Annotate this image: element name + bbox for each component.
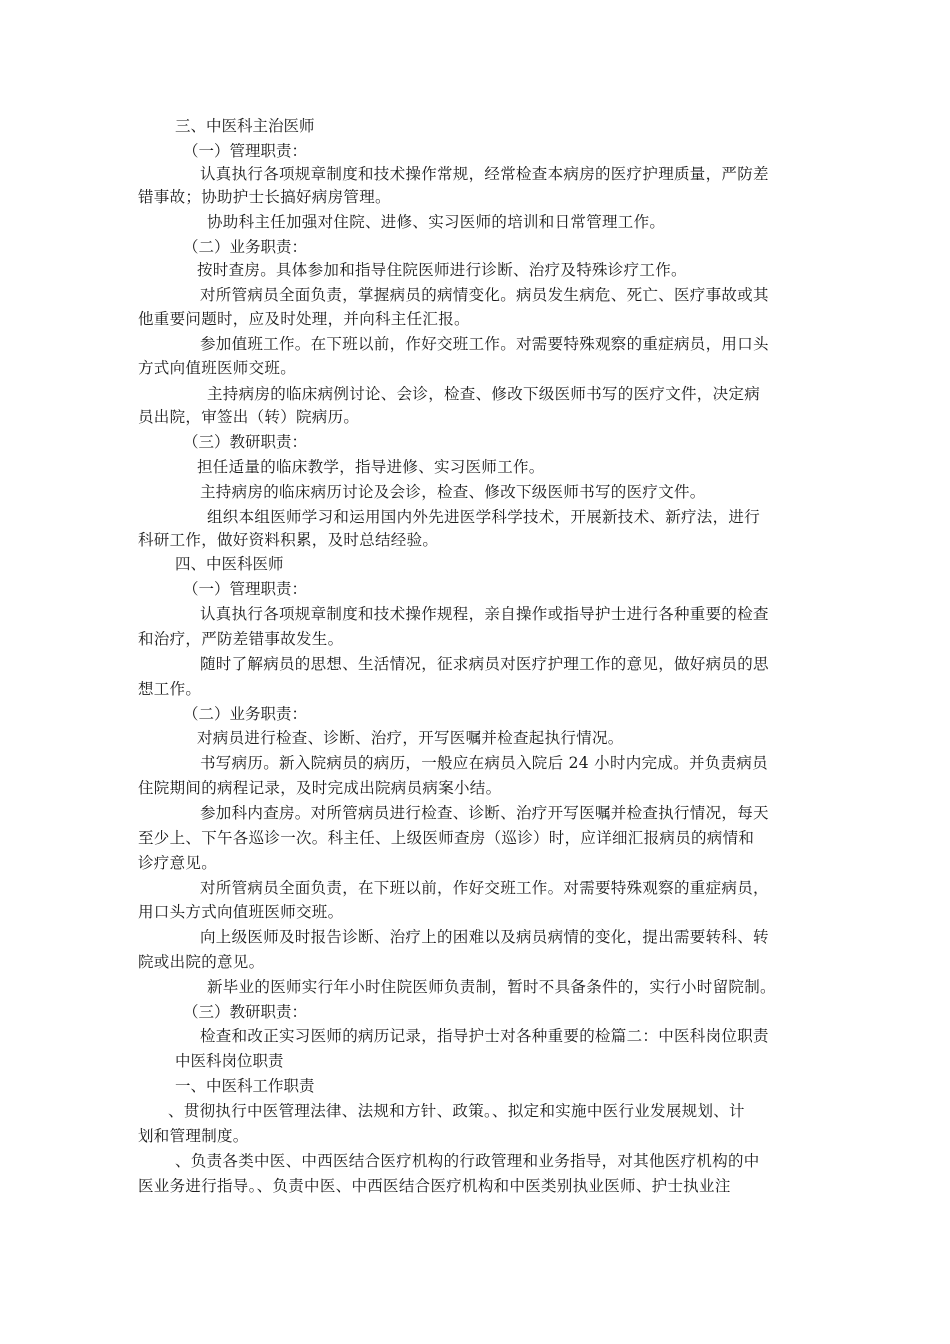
paragraph-line: 书写病历。新入院病员的病历，一般应在病员入院后 24 小时内完成。并负责病员 <box>200 754 768 772</box>
subsection-heading: （一）管理职责： <box>183 580 308 598</box>
paragraph-line: 担任适量的临床教学，指导进修、实习医师工作。 <box>197 458 545 476</box>
paragraph-line: 向上级医师及时报告诊断、治疗上的困难以及病员病情的变化，提出需要转科、转 <box>200 928 769 946</box>
subsection-heading: （三）教研职责： <box>183 1003 308 1021</box>
paragraph-line: 新毕业的医师实行年小时住院医师负责制，暂时不具备条件的，实行小时留院制。 <box>207 978 776 996</box>
subsection-heading: （二）业务职责： <box>183 238 308 256</box>
paragraph-line: 认真执行各项规章制度和技术操作常规，经常检查本病房的医疗护理质量，严防差 <box>200 165 769 183</box>
paragraph-line: 医业务进行指导。、负责中医、中西医结合医疗机构和中医类别执业医师、护士执业注 <box>138 1177 731 1195</box>
paragraph-line: 院或出院的意见。 <box>138 953 265 971</box>
paragraph-line: 对所管病员全面负责，在下班以前，作好交班工作。对需要特殊观察的重症病员， <box>200 879 769 897</box>
paragraph-line: 按时查房。具体参加和指导住院医师进行诊断、治疗及特殊诊疗工作。 <box>197 261 687 279</box>
section-heading: 四、中医科医师 <box>175 555 284 573</box>
paragraph-line: 想工作。 <box>138 680 202 698</box>
paragraph-line: 对所管病员全面负责，掌握病员的病情变化。病员发生病危、死亡、医疗事故或其 <box>200 286 769 304</box>
paragraph-line: 用口头方式向值班医师交班。 <box>138 903 344 921</box>
paragraph-line: 、贯彻执行中医管理法律、法规和方针、政策。、拟定和实施中医行业发展规划、计 <box>168 1102 745 1120</box>
paragraph-line: 认真执行各项规章制度和技术操作规程，亲自操作或指导护士进行各种重要的检查 <box>200 605 769 623</box>
paragraph-line: 错事故；协助护士长搞好病房管理。 <box>138 188 391 206</box>
subsection-heading: （二）业务职责： <box>183 705 308 723</box>
paragraph-line: 主持病房的临床病历讨论及会诊，检查、修改下级医师书写的医疗文件。 <box>200 483 706 501</box>
paragraph-line: 检查和改正实习医师的病历记录，指导护士对各种重要的检篇二：中医科岗位职责 <box>200 1027 769 1045</box>
paragraph-line: 他重要问题时，应及时处理，并向科主任汇报。 <box>138 310 470 328</box>
paragraph-line: 参加科内查房。对所管病员进行检查、诊断、治疗开写医嘱并检查执行情况，每天 <box>200 804 769 822</box>
paragraph-line: 诊疗意见。 <box>138 854 218 872</box>
section-heading: 一、中医科工作职责 <box>175 1077 315 1095</box>
paragraph-line: 方式向值班医师交班。 <box>138 359 297 377</box>
paragraph-line: 主持病房的临床病例讨论、会诊，检查、修改下级医师书写的医疗文件，决定病 <box>207 385 761 403</box>
paragraph-line: 对病员进行检查、诊断、治疗，开写医嘱并检查起执行情况。 <box>197 729 624 747</box>
paragraph-line: 组织本组医师学习和运用国内外先进医学科学技术，开展新技术、新疗法，进行 <box>207 508 761 526</box>
section-heading: 三、中医科主治医师 <box>175 117 315 135</box>
subsection-heading: （一）管理职责： <box>183 142 308 160</box>
paragraph-line: 协助科主任加强对住院、进修、实习医师的培训和日常管理工作。 <box>207 213 666 231</box>
paragraph-line: 随时了解病员的思想、生活情况，征求病员对医疗护理工作的意见，做好病员的思 <box>200 655 769 673</box>
paragraph-line: 、负责各类中医、中西医结合医疗机构的行政管理和业务指导，对其他医疗机构的中 <box>175 1152 760 1170</box>
section-heading: 中医科岗位职责 <box>175 1052 284 1070</box>
paragraph-line: 科研工作，做好资料积累，及时总结经验。 <box>138 531 439 549</box>
paragraph-line: 划和管理制度。 <box>138 1127 249 1145</box>
paragraph-line: 住院期间的病程记录，及时完成出院病员病案小结。 <box>138 779 502 797</box>
subsection-heading: （三）教研职责： <box>183 433 308 451</box>
paragraph-line: 参加值班工作。在下班以前，作好交班工作。对需要特殊观察的重症病员，用口头 <box>200 335 769 353</box>
paragraph-line: 和治疗，严防差错事故发生。 <box>138 630 344 648</box>
paragraph-line: 至少上、下午各巡诊一次。科主任、上级医师查房（巡诊）时，应详细汇报病员的病情和 <box>138 829 755 847</box>
paragraph-line: 员出院，审签出（转）院病历。 <box>138 408 360 426</box>
